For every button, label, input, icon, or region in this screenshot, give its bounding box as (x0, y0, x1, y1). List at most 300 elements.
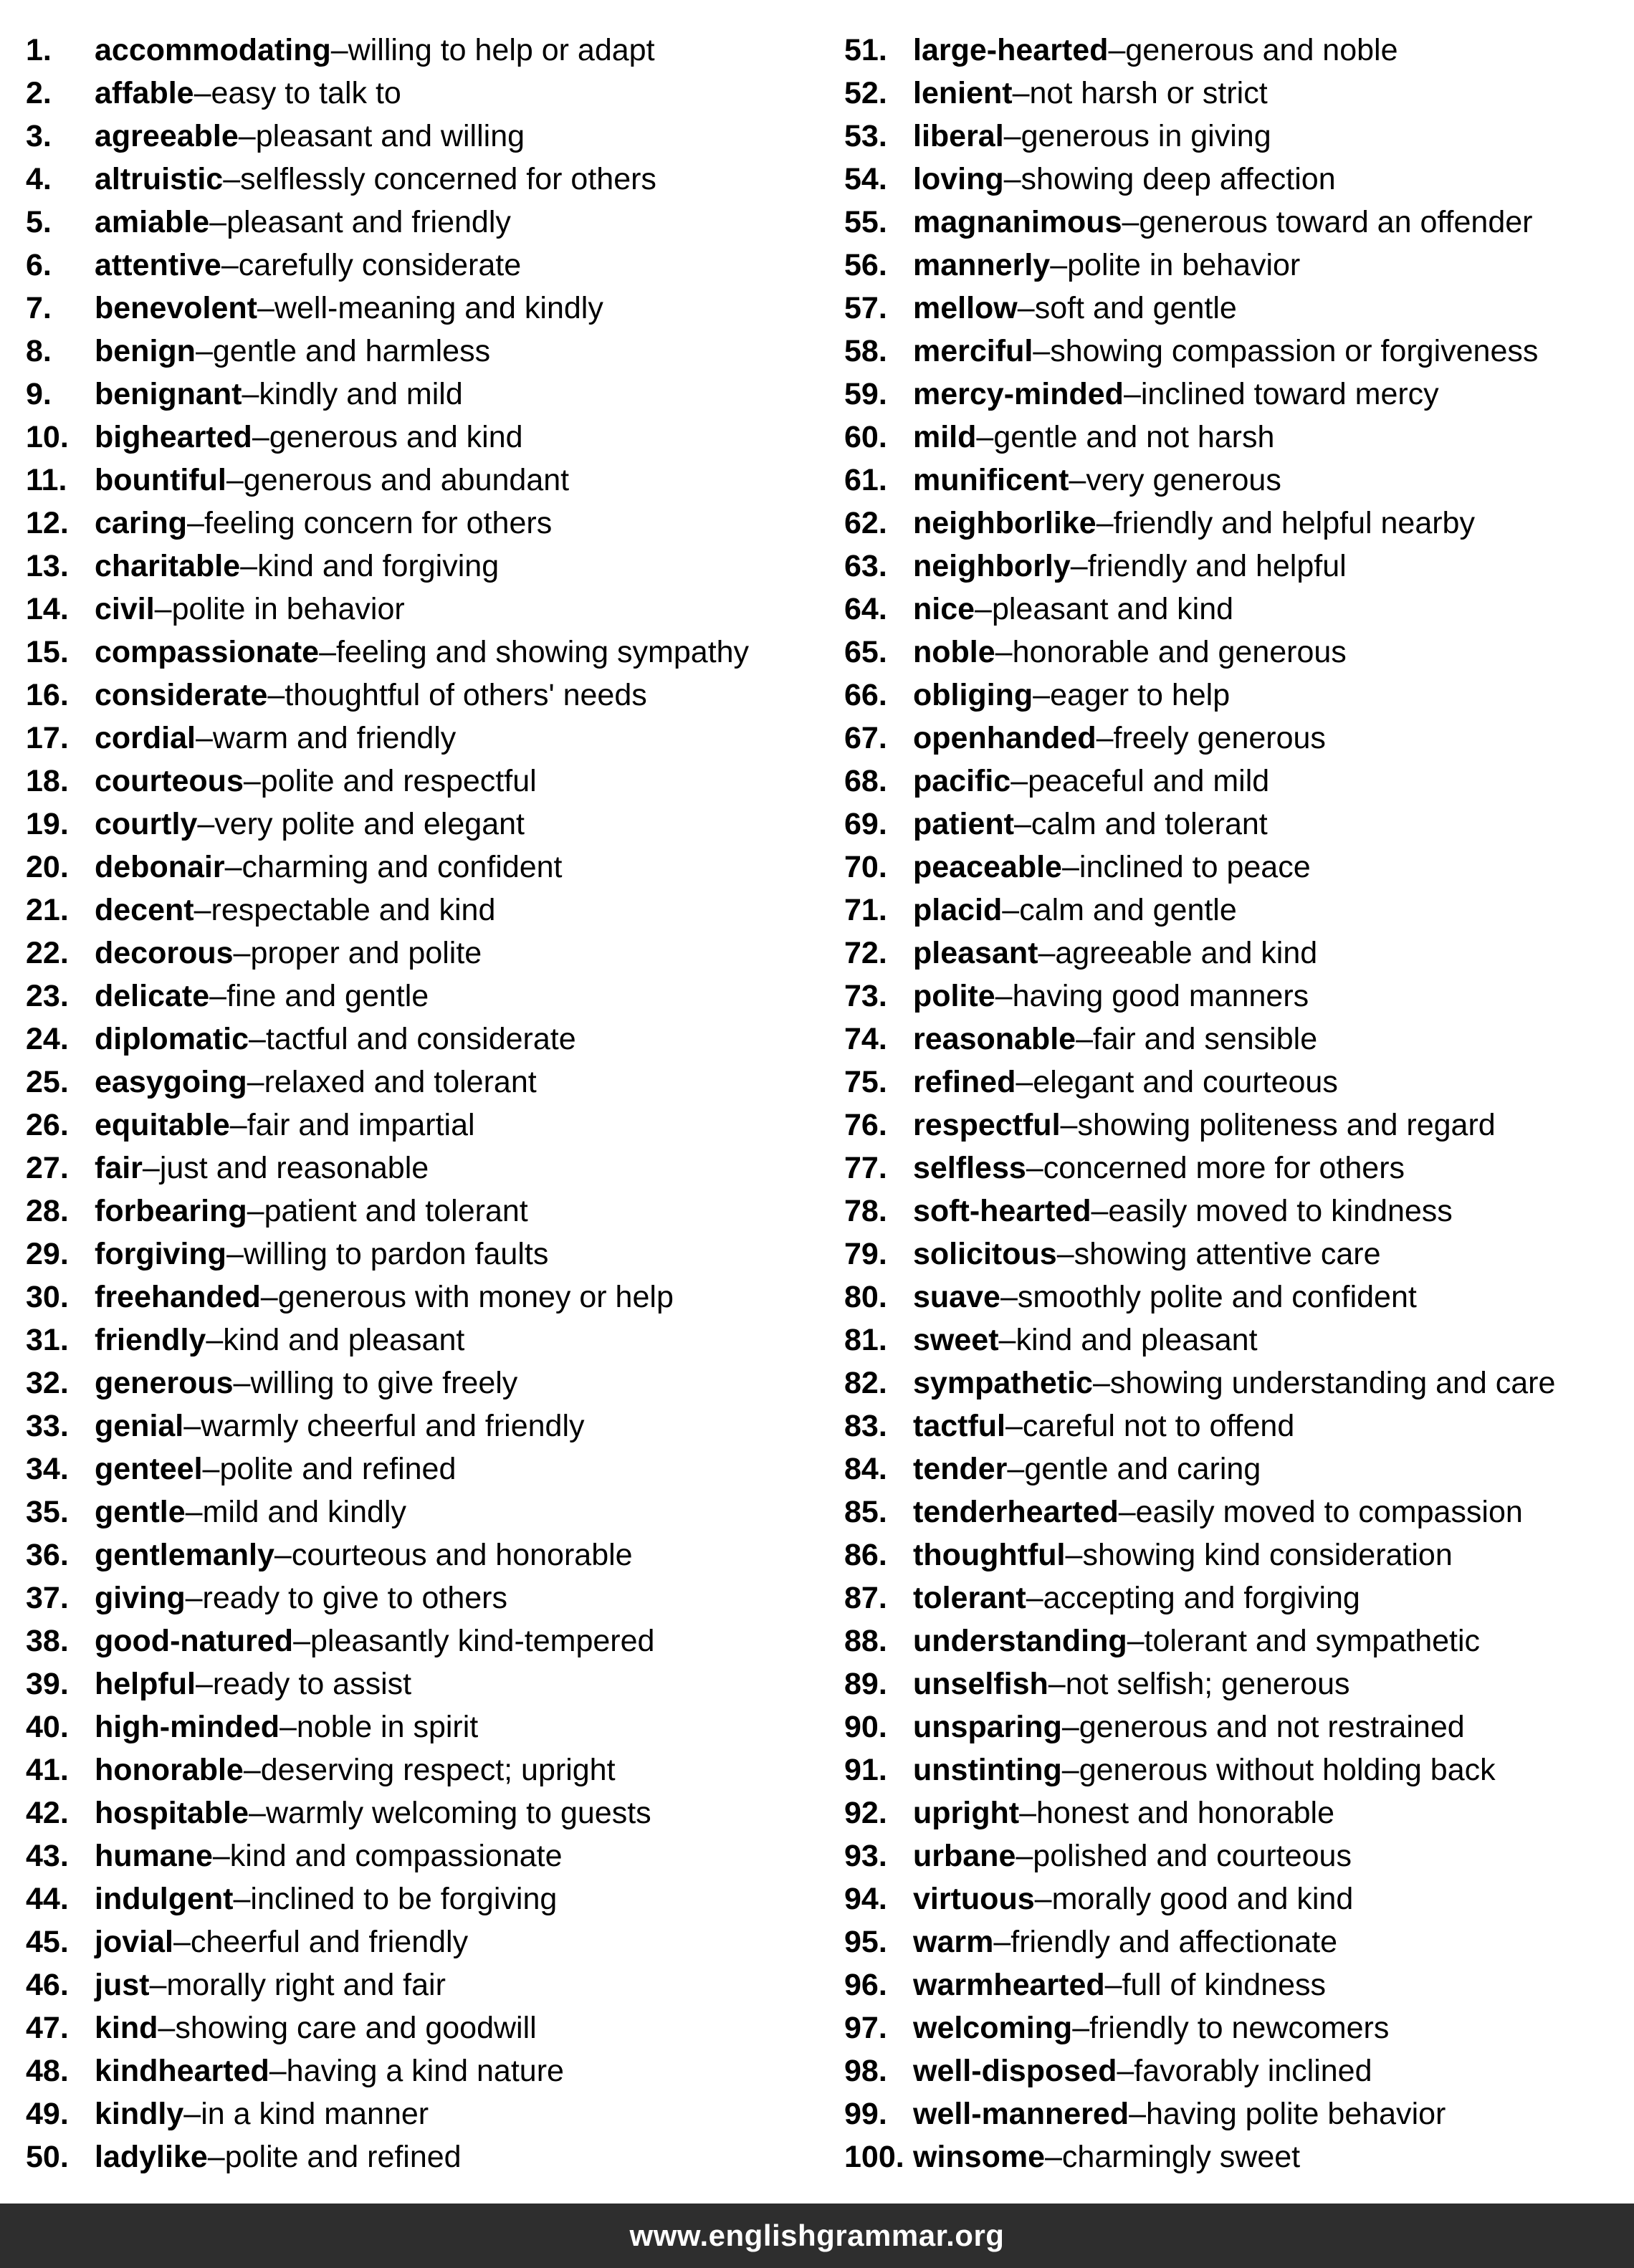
entry-word: debonair (95, 849, 225, 884)
entry-separator: – (995, 634, 1013, 669)
entry-definition: having good manners (1012, 978, 1309, 1013)
entry-separator: – (993, 1924, 1011, 1959)
entry-definition: gentle and harmless (212, 333, 491, 368)
entry-word: tenderhearted (913, 1494, 1119, 1529)
entry-definition: not selfish; generous (1065, 1666, 1350, 1701)
word-entry (26, 373, 828, 416)
entry-word: unstinting (913, 1752, 1062, 1787)
entry-definition: morally good and kind (1051, 1881, 1354, 1916)
entry-word: gentlemanly (95, 1537, 274, 1572)
entry-word: patient (913, 806, 1014, 841)
word-entry (26, 330, 828, 373)
word-entry (844, 1276, 1618, 1319)
entry-definition: having a kind nature (286, 2053, 564, 2088)
entry-word: solicitous (913, 1236, 1057, 1271)
entry-number: 64. (844, 591, 887, 626)
entry-word: mercy-minded (913, 376, 1124, 411)
entry-definition: friendly and affectionate (1010, 1924, 1338, 1959)
word-entry (26, 1190, 828, 1233)
entry-definition: fine and gentle (226, 978, 429, 1013)
entry-number: 51. (844, 32, 887, 67)
entry-word: selfless (913, 1150, 1026, 1185)
entry-definition: mild and kindly (202, 1494, 406, 1529)
entry-separator: – (995, 978, 1013, 1013)
word-entry (26, 1877, 828, 1920)
entry-separator: – (240, 548, 258, 583)
word-entry (26, 760, 828, 803)
word-entry (26, 2006, 828, 2049)
entry-definition: respectable and kind (211, 892, 496, 927)
entry-separator: – (1005, 1408, 1023, 1443)
entry-definition: generous and not restrained (1079, 1709, 1465, 1744)
entry-separator: – (173, 1924, 191, 1959)
entry-word: high-minded (95, 1709, 280, 1744)
word-entry (844, 846, 1618, 889)
word-entry (26, 1233, 828, 1276)
entry-definition: warmly cheerful and friendly (201, 1408, 585, 1443)
entry-word: tender (913, 1451, 1008, 1486)
entry-number: 7. (26, 290, 52, 325)
entry-word: warm (913, 1924, 994, 1959)
entry-definition: showing compassion or forgiveness (1050, 333, 1539, 368)
entry-definition: fair and sensible (1092, 1021, 1318, 1056)
entry-separator: – (233, 1365, 251, 1400)
entry-number: 21. (26, 892, 69, 927)
entry-number: 79. (844, 1236, 887, 1271)
entry-word: gentle (95, 1494, 186, 1529)
entry-word: lenient (913, 75, 1013, 110)
word-entry (26, 1061, 828, 1104)
entry-number: 41. (26, 1752, 69, 1787)
entry-word: polite (913, 978, 995, 1013)
entry-definition: showing understanding and care (1109, 1365, 1556, 1400)
entry-number: 80. (844, 1279, 887, 1314)
entry-word: jovial (95, 1924, 173, 1959)
word-entry (844, 1877, 1618, 1920)
entry-number: 58. (844, 333, 887, 368)
entry-word: hospitable (95, 1795, 249, 1830)
entry-word: humane (95, 1838, 213, 1873)
entry-definition: kind and compassionate (229, 1838, 563, 1873)
entry-word: friendly (95, 1322, 206, 1357)
entry-number: 28. (26, 1193, 69, 1228)
entry-word: reasonable (913, 1021, 1076, 1056)
entry-separator: – (252, 419, 269, 454)
entry-number: 44. (26, 1881, 69, 1916)
entry-definition: willing to pardon faults (243, 1236, 549, 1271)
entry-definition: noble in spirit (296, 1709, 479, 1744)
entry-word: understanding (913, 1623, 1127, 1658)
entry-word: placid (913, 892, 1003, 927)
entry-separator: – (247, 1064, 264, 1099)
entry-number: 8. (26, 333, 52, 368)
entry-word: nice (913, 591, 975, 626)
entry-word: bountiful (95, 462, 226, 497)
entry-separator: – (154, 591, 172, 626)
entry-word: agreeable (95, 118, 239, 153)
word-entry (26, 1834, 828, 1877)
entry-number: 99. (844, 2096, 887, 2131)
entry-definition: warmly welcoming to guests (265, 1795, 651, 1830)
entry-separator: – (1026, 1580, 1043, 1615)
entry-definition: friendly to newcomers (1089, 2010, 1390, 2045)
entry-word: altruistic (95, 161, 224, 196)
entry-separator: – (330, 32, 348, 67)
word-entry (844, 674, 1618, 717)
entry-separator: – (1076, 1021, 1093, 1056)
entry-number: 52. (844, 75, 887, 110)
entry-number: 97. (844, 2010, 887, 2045)
entry-separator: – (1002, 892, 1020, 927)
entry-separator: – (1019, 1795, 1036, 1830)
word-entry (844, 416, 1618, 459)
entry-separator: – (1104, 1967, 1122, 2002)
entry-number: 11. (26, 462, 67, 497)
word-entry (844, 1533, 1618, 1576)
word-entry (26, 1748, 828, 1791)
entry-definition: feeling concern for others (204, 505, 553, 540)
entry-number: 57. (844, 290, 887, 325)
entry-definition: fair and impartial (247, 1107, 475, 1142)
entry-separator: – (1069, 462, 1086, 497)
entry-number: 47. (26, 2010, 69, 2045)
word-entry (844, 1705, 1618, 1748)
entry-number: 48. (26, 2053, 69, 2088)
word-entry (844, 1362, 1618, 1405)
entry-separator: – (1016, 1064, 1033, 1099)
entry-separator: – (195, 333, 213, 368)
entry-word: diplomatic (95, 1021, 249, 1056)
word-entry (26, 1405, 828, 1448)
word-entry (844, 2049, 1618, 2092)
entry-number: 12. (26, 505, 69, 540)
entry-separator: – (1017, 290, 1035, 325)
word-entry (26, 29, 828, 72)
entry-word: decent (95, 892, 194, 927)
entry-definition: morally right and fair (166, 1967, 446, 2002)
entry-separator: – (1056, 1236, 1074, 1271)
entry-word: unsparing (913, 1709, 1062, 1744)
entry-definition: inclined toward mercy (1140, 376, 1439, 411)
word-entry (26, 2049, 828, 2092)
entry-definition: honest and honorable (1036, 1795, 1335, 1830)
entry-definition: easy to talk to (211, 75, 401, 110)
entry-number: 88. (844, 1623, 887, 1658)
entry-definition: agreeable and kind (1055, 935, 1318, 970)
entry-definition: smoothly polite and confident (1017, 1279, 1417, 1314)
entry-word: equitable (95, 1107, 230, 1142)
entry-number: 1. (26, 32, 52, 67)
word-entry (844, 1061, 1618, 1104)
entry-definition: very generous (1086, 462, 1281, 497)
entry-word: cordial (95, 720, 196, 755)
entry-number: 3. (26, 118, 52, 153)
entry-separator: – (998, 1322, 1016, 1357)
entry-word: freehanded (95, 1279, 261, 1314)
entry-separator: – (1096, 505, 1114, 540)
word-entry (26, 1104, 828, 1147)
entry-word: benevolent (95, 290, 257, 325)
word-entry (844, 1662, 1618, 1705)
word-entry (26, 975, 828, 1018)
entry-number: 2. (26, 75, 52, 110)
entry-word: virtuous (913, 1881, 1035, 1916)
entry-definition: generous with money or help (277, 1279, 674, 1314)
entry-separator: – (1091, 1193, 1109, 1228)
word-entry (26, 1018, 828, 1061)
entry-word: unselfish (913, 1666, 1048, 1701)
entry-definition: kindly and mild (259, 376, 463, 411)
entry-number: 53. (844, 118, 887, 153)
entry-separator: – (293, 1623, 310, 1658)
entry-definition: inclined to be forgiving (250, 1881, 558, 1916)
entry-separator: – (194, 75, 211, 110)
word-entry (844, 1018, 1618, 1061)
entry-number: 61. (844, 462, 887, 497)
entry-definition: warm and friendly (212, 720, 457, 755)
entry-separator: – (233, 1881, 251, 1916)
entry-number: 81. (844, 1322, 887, 1357)
entry-number: 30. (26, 1279, 69, 1314)
word-entry (844, 975, 1618, 1018)
entry-word: compassionate (95, 634, 320, 669)
entry-definition: elegant and courteous (1033, 1064, 1338, 1099)
footer-bar (0, 2204, 1634, 2268)
entry-definition: easily moved to compassion (1135, 1494, 1523, 1529)
entry-definition: inclined to peace (1079, 849, 1311, 884)
entry-word: genteel (95, 1451, 203, 1486)
entry-separator: – (1034, 1881, 1052, 1916)
word-entry (26, 1319, 828, 1362)
entry-number: 83. (844, 1408, 887, 1443)
entry-definition: proper and polite (250, 935, 482, 970)
word-entry (844, 889, 1618, 932)
entry-separator: – (1048, 1666, 1066, 1701)
word-entry (844, 932, 1618, 975)
entry-number: 94. (844, 1881, 887, 1916)
entry-word: decorous (95, 935, 234, 970)
entry-separator: – (1061, 1709, 1079, 1744)
word-entry (26, 1791, 828, 1834)
word-entry (844, 588, 1618, 631)
entry-word: civil (95, 591, 155, 626)
word-entry (844, 1963, 1618, 2006)
word-entry (26, 803, 828, 846)
entry-separator: – (1092, 1365, 1110, 1400)
entry-number: 100. (844, 2139, 904, 2174)
entry-definition: generous in giving (1021, 118, 1271, 153)
entry-number: 40. (26, 1709, 69, 1744)
entry-separator: – (269, 2053, 287, 2088)
entry-number: 93. (844, 1838, 887, 1873)
word-entry (26, 158, 828, 201)
entry-definition: polite and refined (219, 1451, 457, 1486)
entry-number: 55. (844, 204, 887, 239)
entry-number: 65. (844, 634, 887, 669)
word-entry (26, 287, 828, 330)
word-entry (844, 1319, 1618, 1362)
entry-word: considerate (95, 677, 268, 712)
entry-word: neighborlike (913, 505, 1096, 540)
entry-word: tactful (913, 1408, 1005, 1443)
entry-number: 45. (26, 1924, 69, 1959)
entry-definition: tolerant and sympathetic (1144, 1623, 1481, 1658)
entry-separator: – (1033, 677, 1051, 712)
entry-definition: ready to give to others (202, 1580, 507, 1615)
entry-word: kindhearted (95, 2053, 269, 2088)
entry-definition: kind and pleasant (223, 1322, 465, 1357)
entry-word: sweet (913, 1322, 999, 1357)
entry-definition: peaceful and mild (1028, 763, 1270, 798)
word-entry (26, 1448, 828, 1491)
entry-word: welcoming (913, 2010, 1073, 2045)
entry-number: 54. (844, 161, 887, 196)
word-entry (26, 72, 828, 115)
entry-separator: – (975, 591, 992, 626)
entry-definition: showing politeness and regard (1077, 1107, 1496, 1142)
entry-separator: – (260, 1279, 278, 1314)
entry-separator: – (1012, 75, 1030, 110)
entry-separator: – (238, 118, 256, 153)
word-entry (844, 1920, 1618, 1963)
entry-definition: carefully considerate (238, 247, 522, 282)
entry-number: 10. (26, 419, 69, 454)
word-entry (844, 459, 1618, 502)
entry-definition: in a kind manner (201, 2096, 429, 2131)
word-entry (844, 2135, 1618, 2178)
entry-word: delicate (95, 978, 210, 1013)
word-entry (26, 1147, 828, 1190)
entry-word: tolerant (913, 1580, 1026, 1615)
word-entry (26, 846, 828, 889)
entry-word: pacific (913, 763, 1011, 798)
word-entry (26, 889, 828, 932)
entry-word: liberal (913, 118, 1004, 153)
entry-number: 60. (844, 419, 887, 454)
entry-definition: patient and tolerant (264, 1193, 528, 1228)
entry-separator: – (209, 978, 227, 1013)
entry-definition: polished and courteous (1033, 1838, 1352, 1873)
entry-number: 66. (844, 677, 887, 712)
entry-separator: – (187, 505, 204, 540)
word-entry (844, 631, 1618, 674)
entry-separator: – (226, 462, 244, 497)
entry-number: 62. (844, 505, 887, 540)
entry-number: 6. (26, 247, 52, 282)
entry-word: magnanimous (913, 204, 1122, 239)
entry-word: openhanded (913, 720, 1096, 755)
entry-number: 34. (26, 1451, 69, 1486)
entry-number: 31. (26, 1322, 69, 1357)
entry-number: 37. (26, 1580, 69, 1615)
entry-number: 69. (844, 806, 887, 841)
entry-definition: feeling and showing sympathy (335, 634, 750, 669)
entry-word: respectful (913, 1107, 1061, 1142)
word-entry (844, 1104, 1618, 1147)
entry-number: 82. (844, 1365, 887, 1400)
entry-word: kind (95, 2010, 158, 2045)
word-entry (844, 1619, 1618, 1662)
entry-number: 76. (844, 1107, 887, 1142)
entry-number: 15. (26, 634, 69, 669)
entry-definition: ready to assist (212, 1666, 412, 1701)
word-list-right-column (844, 29, 1618, 2178)
entry-separator: – (196, 720, 213, 755)
entry-definition: polite and refined (224, 2139, 462, 2174)
entry-definition: willing to help or adapt (348, 32, 655, 67)
entry-definition: friendly and helpful nearby (1113, 505, 1475, 540)
word-entry (26, 1619, 828, 1662)
entry-number: 71. (844, 892, 887, 927)
entry-separator: – (221, 247, 239, 282)
entry-separator: – (319, 634, 336, 669)
entry-word: refined (913, 1064, 1016, 1099)
entry-number: 14. (26, 591, 69, 626)
entry-separator: – (1061, 849, 1079, 884)
entry-separator: – (149, 1967, 167, 2002)
entry-word: noble (913, 634, 995, 669)
word-entry (844, 2006, 1618, 2049)
entry-separator: – (1026, 1150, 1043, 1185)
entry-definition: very polite and elegant (214, 806, 525, 841)
entry-word: soft-hearted (913, 1193, 1091, 1228)
entry-word: well-disposed (913, 2053, 1117, 2088)
footer-website-url[interactable]: www.englishgrammar.org (629, 2219, 1005, 2252)
entry-separator: – (209, 204, 227, 239)
entry-number: 35. (26, 1494, 69, 1529)
word-entry (844, 201, 1618, 244)
entry-number: 74. (844, 1021, 887, 1056)
entry-definition: cheerful and friendly (190, 1924, 469, 1959)
entry-separator: – (1050, 247, 1068, 282)
entry-word: obliging (913, 677, 1033, 712)
entry-definition: relaxed and tolerant (264, 1064, 537, 1099)
entry-number: 70. (844, 849, 887, 884)
entry-separator: – (1003, 161, 1021, 196)
entry-word: pleasant (913, 935, 1038, 970)
entry-definition: showing kind consideration (1082, 1537, 1453, 1572)
entry-definition: selflessly concerned for others (240, 161, 656, 196)
word-entry (844, 1576, 1618, 1619)
entry-word: courteous (95, 763, 244, 798)
entry-number: 20. (26, 849, 69, 884)
entry-definition: friendly and helpful (1087, 548, 1347, 583)
word-entry (844, 1448, 1618, 1491)
word-entry (26, 717, 828, 760)
entry-number: 50. (26, 2139, 69, 2174)
entry-definition: careful not to offend (1022, 1408, 1295, 1443)
entry-definition: kind and forgiving (257, 548, 500, 583)
entry-number: 17. (26, 720, 69, 755)
word-entry (844, 1233, 1618, 1276)
word-entry (26, 2092, 828, 2135)
entry-definition: charmingly sweet (1061, 2139, 1301, 2174)
entry-definition: calm and tolerant (1031, 806, 1268, 841)
word-entry (844, 760, 1618, 803)
entry-number: 23. (26, 978, 69, 1013)
entry-number: 22. (26, 935, 69, 970)
word-entry (844, 1491, 1618, 1533)
entry-word: benignant (95, 376, 242, 411)
entry-separator: – (224, 849, 242, 884)
word-entry (844, 287, 1618, 330)
entry-separator: – (194, 892, 211, 927)
entry-word: accommodating (95, 32, 331, 67)
entry-word: forgiving (95, 1236, 226, 1271)
entry-definition: courteous and honorable (291, 1537, 633, 1572)
entry-word: thoughtful (913, 1537, 1066, 1572)
entry-definition: pleasant and friendly (226, 204, 511, 239)
